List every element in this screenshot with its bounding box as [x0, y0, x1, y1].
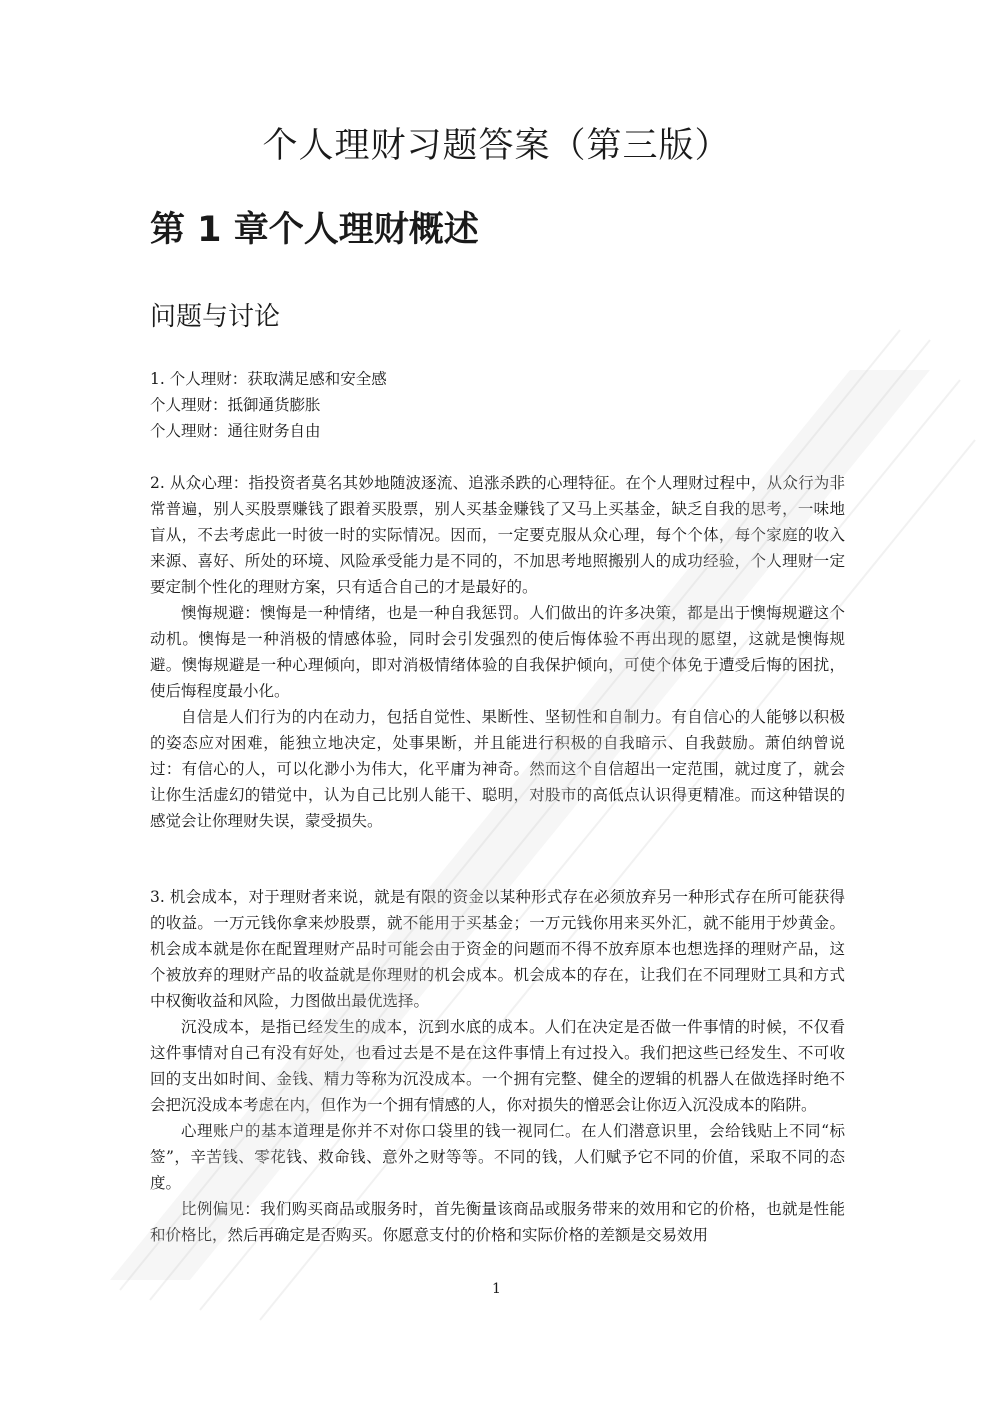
answer-1	[150, 366, 845, 444]
answer-paragraph: 个人理财：通往财务自由	[150, 422, 321, 440]
answer-paragraph: 个人理财：抵御通货膨胀	[150, 396, 321, 414]
section-title: 问题与讨论	[150, 302, 281, 332]
page-number: 1	[492, 1281, 501, 1297]
answer-paragraph: 3. 机会成本，对于理财者来说，就是有限的资金以某种形式存在必须放弃另一种形式存在所可能获得的收益。一万元钱你拿来炒股票，就不能用于买基金；一万元钱你用来买外汇，就不能用于炒黄金。机会成本就是你在配置理财产品时可能会由于资金的问题而不得不放弃原本也想选择的理财产品，这个被放弃的理财产品的收益就是你理财的机会成本。机会成本的存在，让我们在不同理财工具和方式中权衡收益和风险，力图做出最优选择。	[150, 888, 845, 1010]
chapter-title: 第 1 章个人理财概述	[150, 210, 479, 250]
answer-paragraph: 懊悔规避：懊悔是一种情绪，也是一种自我惩罚。人们做出的许多决策，都是出于懊悔规避这个动机。懊悔是一种消极的情感体验，同时会引发强烈的使后悔体验不再出现的愿望，这就是懊悔规避。懊悔规避是一种心理倾向，即对消极情绪体验的自我保护倾向，可使个体免于遭受后悔的困扰，使后悔程度最小化。	[150, 604, 845, 700]
answer-paragraph: 沉没成本，是指已经发生的成本，沉到水底的成本。人们在决定是否做一件事情的时候，不仅看这件事情对自己有没有好处，也看过去是不是在这件事情上有过投入。我们把这些已经发生、不可收回的支出如时间、金钱、精力等称为沉没成本。一个拥有完整、健全的逻辑的机器人在做选择时绝不会把沉没成本考虑在内，但作为一个拥有情感的人，你对损失的憎恶会让你迈入沉没成本的陷阱。	[150, 1018, 845, 1114]
answer-3	[150, 884, 845, 1248]
answer-paragraph: 1. 个人理财：获取满足感和安全感	[150, 370, 387, 388]
answer-paragraph: 心理账户的基本道理是你并不对你口袋里的钱一视同仁。在人们潜意识里，会给钱贴上不同“标签”，辛苦钱、零花钱、救命钱、意外之财等等。不同的钱，人们赋予它不同的价值，采取不同的态度。	[150, 1122, 845, 1192]
answer-2	[150, 470, 845, 834]
answer-paragraph: 自信是人们行为的内在动力，包括自觉性、果断性、坚韧性和自制力。有自信心的人能够以积极的姿态应对困难，能独立地决定，处事果断，并且能进行积极的自我暗示、自我鼓励。萧伯纳曾说过：有信心的人，可以化渺小为伟大，化平庸为神奇。然而这个自信超出一定范围，就过度了，就会让你生活虚幻的错觉中，认为自己比别人能干、聪明，对股市的高低点认识得更精准。而这种错误的感觉会让你理财失误，蒙受损失。	[150, 708, 845, 830]
document-title: 个人理财习题答案（第三版）	[262, 126, 731, 166]
answer-paragraph: 2. 从众心理：指投资者莫名其妙地随波逐流、追涨杀跌的心理特征。在个人理财过程中，从众行为非常普遍，别人买股票赚钱了跟着买股票，别人买基金赚钱了又马上买基金，缺乏自我的思考，一味地盲从，不去考虑此一时彼一时的实际情况。因而，一定要克服从众心理，每个个体，每个家庭的收入来源、喜好、所处的环境、风险承受能力是不同的，不加思考地照搬别人的成功经验，个人理财一定要定制个性化的理财方案，只有适合自己的才是最好的。	[150, 474, 845, 596]
answer-paragraph: 比例偏见：我们购买商品或服务时，首先衡量该商品或服务带来的效用和它的价格，也就是性能和价格比，然后再确定是否购买。你愿意支付的价格和实际价格的差额是交易效用	[150, 1200, 845, 1244]
